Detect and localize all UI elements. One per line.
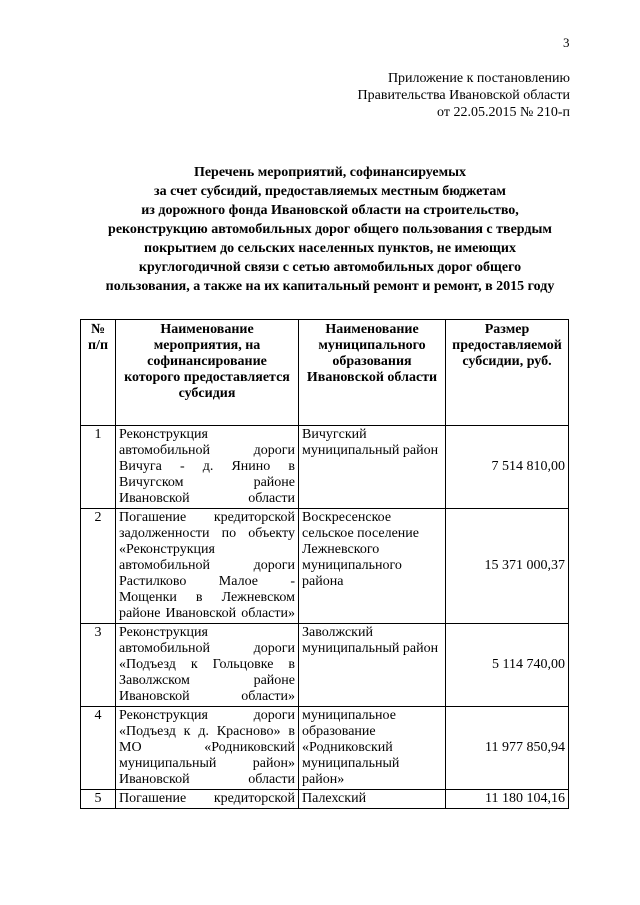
row-amount: 5 114 740,00 xyxy=(446,624,569,707)
title-line: реконструкцию автомобильных дорог общего пользования с твердым xyxy=(108,222,552,237)
title-line: пользования, а также на их капитальный ремонт и ремонт, в 2015 году xyxy=(105,279,555,294)
title-line: круглогодичной связи с сетью автомобильных дорог общего xyxy=(138,260,522,275)
title-line: покрытием до сельских населенных пунктов, не имеющих xyxy=(144,241,516,256)
table-row xyxy=(81,509,569,624)
row-municipality: муниципальное образование «Родниковский муниципальный район» xyxy=(299,707,446,790)
row-num: 4 xyxy=(81,707,116,790)
header-amount: Размер предоставляемой субсидии, руб. xyxy=(446,320,569,426)
row-measure: Реконструкция дороги «Подъезд к д. Красново» в МО «Родниковский муниципальный район» Ивановской области xyxy=(116,707,299,790)
title-line: за счет субсидий, предоставляемых местным бюджетам xyxy=(154,184,506,199)
header-num: № п/п xyxy=(81,320,116,426)
row-amount: 7 514 810,00 xyxy=(446,426,569,509)
row-measure: Погашение кредиторской xyxy=(116,790,299,809)
title-line: из дорожного фонда Ивановской области на строительство, xyxy=(141,203,519,218)
approval-line: Приложение к постановлению xyxy=(387,71,570,86)
approval-line: Правительства Ивановской области xyxy=(357,88,570,103)
page-number: 3 xyxy=(563,35,570,50)
row-num: 5 xyxy=(81,790,116,809)
document-title xyxy=(80,163,580,296)
row-municipality: Палехский xyxy=(299,790,446,809)
table-row xyxy=(81,624,569,707)
row-measure: Реконструкция автомобильной дороги «Подъезд к Гольцовке в Заволжском районе Ивановской области» xyxy=(116,624,299,707)
row-measure: Погашение кредиторской задолженности по объекту «Реконструкция автомобильной дороги Растилково Малое - Мощенки в Лежневском районе Ивановской области» xyxy=(116,509,299,624)
row-amount: 15 371 000,37 xyxy=(446,509,569,624)
row-num: 2 xyxy=(81,509,116,624)
row-amount: 11 180 104,16 xyxy=(446,790,569,809)
table-row xyxy=(81,707,569,790)
table-row xyxy=(81,426,569,509)
row-municipality: Заволжский муниципальный район xyxy=(299,624,446,707)
approval-note xyxy=(358,70,570,121)
approval-line: от 22.05.2015 № 210-п xyxy=(437,105,570,120)
header-municipality: Наименование муниципального образования Ивановской области xyxy=(299,320,446,426)
title-line: Перечень мероприятий, софинансируемых xyxy=(193,165,467,180)
subsidy-table xyxy=(80,319,569,809)
row-amount: 11 977 850,94 xyxy=(446,707,569,790)
row-num: 3 xyxy=(81,624,116,707)
table-row xyxy=(81,790,569,809)
row-municipality: Вичугский муниципальный район xyxy=(299,426,446,509)
row-num: 1 xyxy=(81,426,116,509)
header-measure: Наименование мероприятия, на софинансирование которого предоставляется субсидия xyxy=(116,320,299,426)
row-measure: Реконструкция автомобильной дороги Вичуга - д. Янино в Вичугском районе Ивановской области xyxy=(116,426,299,509)
table-header-row xyxy=(81,320,569,426)
row-municipality: Воскресенское сельское поселение Лежневского муниципального района xyxy=(299,509,446,624)
